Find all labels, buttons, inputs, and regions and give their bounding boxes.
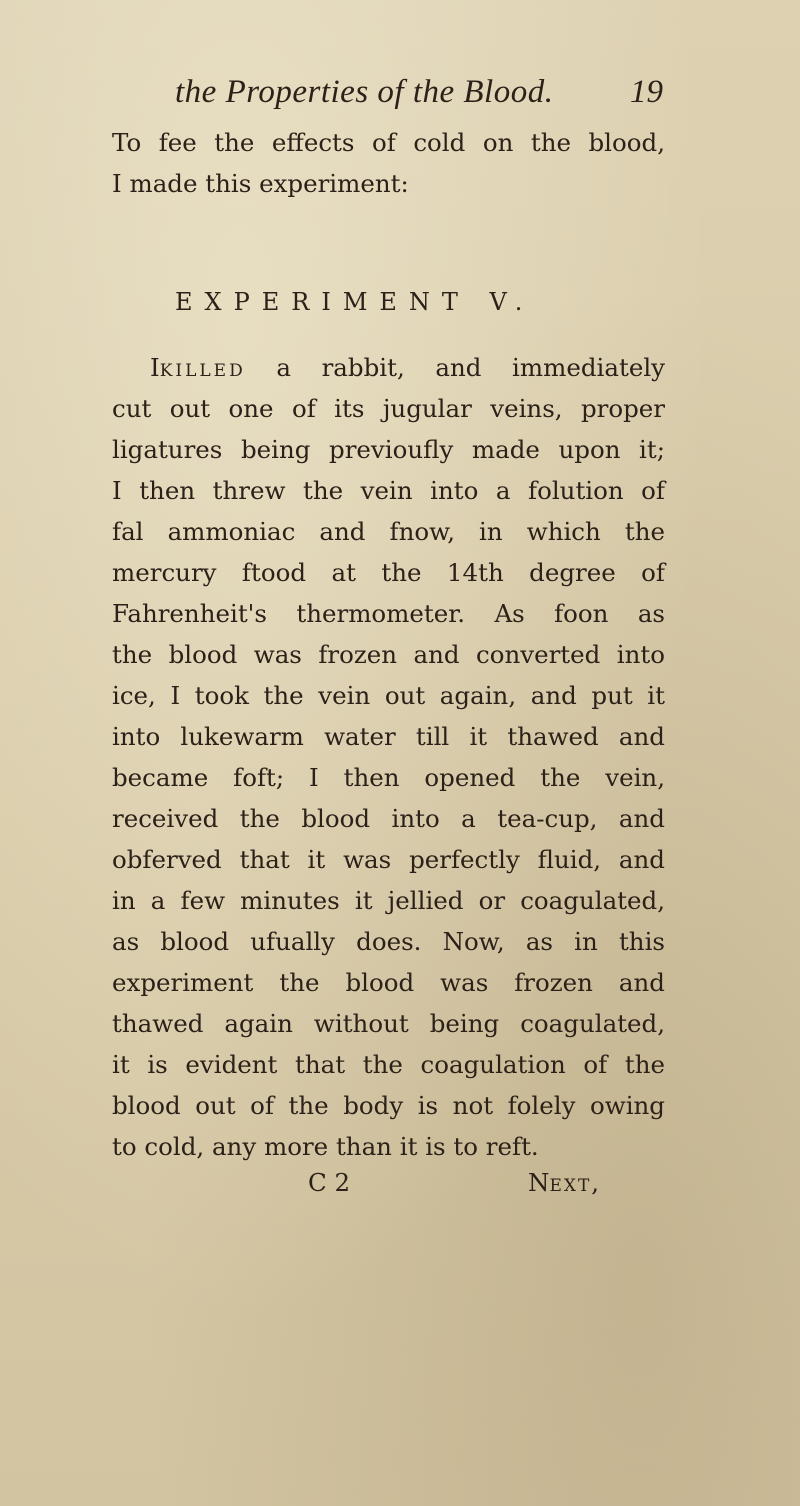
experiment-heading: EXPERIMENT V. — [175, 288, 535, 316]
paragraph-line: experiment the blood was frozen and — [112, 968, 665, 997]
paragraph-line: blood out of the body is not folely owing — [112, 1091, 665, 1120]
first-word-initial: I — [150, 353, 160, 382]
catchword — [528, 1168, 601, 1197]
catchword-initial: N — [528, 1168, 550, 1197]
running-head-title: the Properties of the Blood. — [175, 74, 554, 110]
intro-line: To fee the effects of cold on the blood, — [112, 128, 665, 157]
paragraph-line: obferved that it was perfectly fluid, and — [112, 845, 665, 874]
paragraph-line: mercury ftood at the 14th degree of — [112, 558, 665, 587]
paragraph-line: cut out one of its jugular veins, proper — [112, 394, 665, 423]
catchword-rest: ext, — [549, 1168, 602, 1197]
paragraph-line: became foft; I then opened the vein, — [112, 763, 665, 792]
signature-mark: C 2 — [308, 1168, 351, 1197]
intro-line: I made this experiment: — [112, 169, 409, 198]
paragraph-line: Fahrenheit's thermometer. As foon as — [112, 599, 665, 628]
paragraph-line: thawed again without being coagulated, — [112, 1009, 665, 1038]
paragraph-line: as blood ufually does. Now, as in this — [112, 927, 665, 956]
paragraph-line: the blood was frozen and converted into — [112, 640, 665, 669]
first-line-rest: a rabbit, and immediately — [276, 353, 665, 382]
paragraph-line: fal ammoniac and fnow, in which the — [112, 517, 665, 546]
paragraph-line: I then threw the vein into a folution of — [112, 476, 665, 505]
paragraph-line: it is evident that the coagulation of the — [112, 1050, 665, 1079]
paragraph-first-line — [150, 347, 665, 388]
running-head — [175, 74, 663, 118]
first-word-small-caps: killed — [159, 353, 246, 382]
paragraph-line: into lukewarm water till it thawed and — [112, 722, 665, 751]
page-number: 19 — [630, 74, 663, 110]
paragraph-line: ice, I took the vein out again, and put it — [112, 681, 665, 710]
paragraph-line: to cold, any more than it is to reft. — [112, 1132, 539, 1161]
paragraph-line: ligatures being previoufly made upon it; — [112, 435, 665, 464]
paragraph-line: in a few minutes it jellied or coagulated, — [112, 886, 665, 915]
paragraph-line: received the blood into a tea-cup, and — [112, 804, 665, 833]
